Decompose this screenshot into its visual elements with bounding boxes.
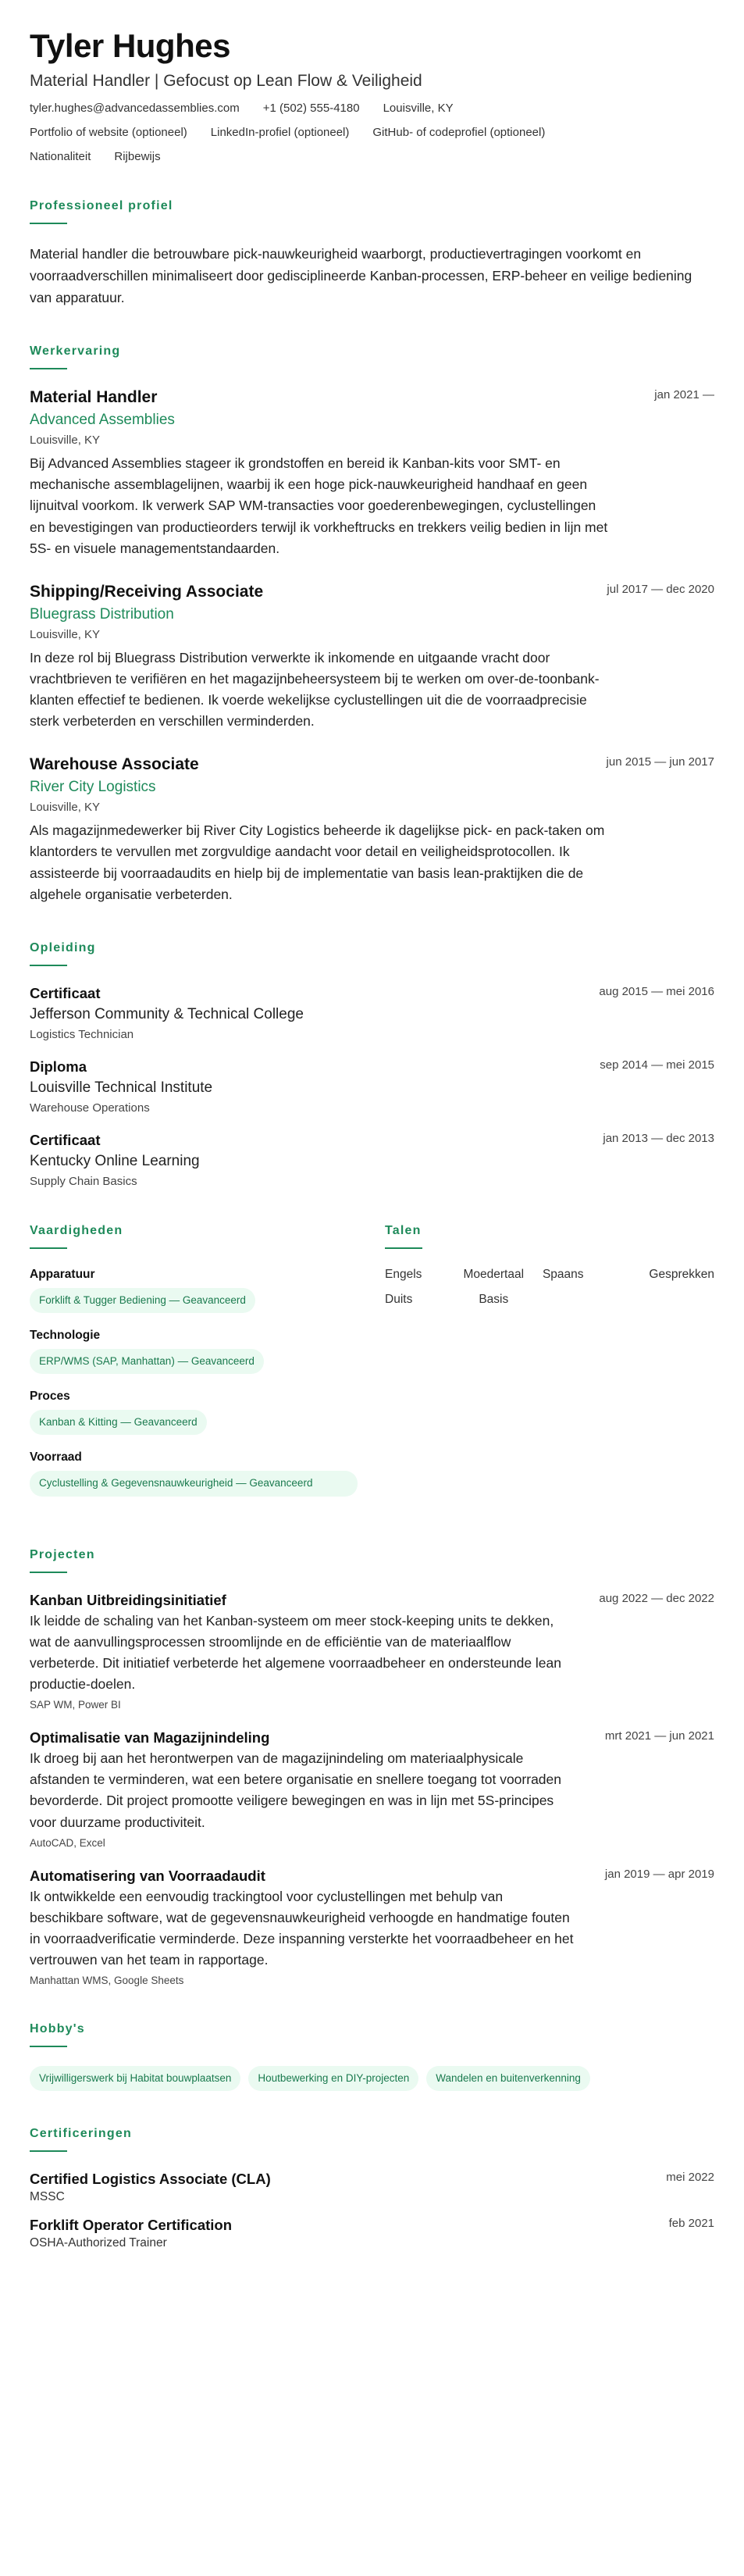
project-dates: mrt 2021 — jun 2021	[604, 1729, 714, 1743]
section-divider	[30, 223, 67, 224]
education-entry	[30, 1132, 714, 1188]
project-title: Optimalisatie van Magazijnindeling	[30, 1729, 270, 1746]
education-degree: Diploma	[30, 1058, 87, 1075]
language-name: Spaans	[542, 1267, 584, 1281]
section-divider	[385, 1247, 422, 1249]
nationality-label: Nationaliteit	[30, 150, 91, 164]
section-divider	[30, 1247, 67, 1249]
education-field: Warehouse Operations	[30, 1101, 150, 1115]
job-title: Material Handler	[30, 388, 158, 407]
github-link[interactable]: GitHub- of codeprofiel (optioneel)	[372, 126, 546, 140]
hobby-chip: Houtbewerking en DIY-projecten	[248, 2066, 418, 2091]
hobby-chip: Vrijwilligerswerk bij Habitat bouwplaatsen	[30, 2066, 240, 2091]
profile-summary: Material handler die betrouwbare pick-nauwkeurigheid waarborgt, productievertragingen voorkomt en voorraadverschillen minimaliseert door gedisciplineerde Kanban-processen, ERP-beheer en veilige bediening van apparatuur.	[30, 246, 692, 306]
hobby-chip: Wandelen en buitenverkenning	[426, 2066, 590, 2091]
skill-chip: ERP/WMS (SAP, Manhattan) — Geavanceerd	[30, 1349, 264, 1374]
job-entry	[30, 388, 714, 559]
skill-chip: Kanban & Kitting — Geavanceerd	[30, 1410, 207, 1435]
job-title: Warehouse Associate	[30, 755, 199, 774]
skill-category: Apparatuur	[30, 1267, 95, 1281]
job-location: Louisville, KY	[30, 627, 101, 641]
job-company: Bluegrass Distribution	[30, 605, 174, 623]
location: Louisville, KY	[383, 102, 454, 116]
section-divider	[30, 2150, 67, 2152]
skill-category: Voorraad	[30, 1450, 82, 1465]
education-school: Jefferson Community & Technical College	[30, 1005, 304, 1022]
project-description: Ik droeg bij aan het herontwerpen van de magazijnindeling om materiaalphysicale afstanden te verminderen, wat een betere organisatie en snellere toegang tot voorraden bevorderde. Dit project promootte veiligere bewegingen en was in lijn met 5S-principes voor duurzame productiviteit.	[30, 1750, 562, 1830]
skill-group	[30, 1390, 354, 1435]
contact-info	[30, 102, 714, 115]
job-description: Bij Advanced Assemblies stageer ik grondstoffen en bereid ik Kanban-kits voor SMT- en mechanische assemblagelijnen, waarbij ik een hoge pick-nauwkeurigheid handhaaf en geen lijnuitval voorkom. Ik verwerk SAP WM-transacties voor goederenbewegingen, cyclustellingen en bevestigingen van productieorders terwijl ik vorkheftrucks en trekkers veilig bedien in lijn met 5S- en visuele managementstandaarden.	[30, 455, 608, 556]
job-dates: jun 2015 — jun 2017	[606, 755, 714, 769]
certification-entry	[30, 2171, 714, 2204]
language-row	[385, 1293, 714, 1318]
project-entry	[30, 1592, 714, 1711]
certification-name: Forklift Operator Certification	[30, 2217, 233, 2234]
education-entry	[30, 1058, 714, 1115]
project-dates: aug 2022 — dec 2022	[599, 1591, 714, 1605]
project-entry	[30, 1868, 714, 1987]
skills-section	[30, 1224, 354, 1512]
certifications-section	[30, 2127, 714, 2250]
section-title: Opleiding	[30, 940, 96, 954]
phone-number: +1 (502) 555-4180	[262, 102, 360, 116]
license-label: Rijbewijs	[114, 150, 161, 164]
personal-meta	[30, 150, 714, 163]
language-row	[385, 1268, 714, 1293]
language-level: Moedertaal	[463, 1267, 525, 1281]
portfolio-link[interactable]: Portfolio of website (optioneel)	[30, 126, 187, 140]
profile-section	[30, 199, 714, 309]
project-description: Ik leidde de schaling van het Kanban-systeem om meer stock-keeping units te dekken, wat de aanvullingsprocessen stroomlijnde en de efficiëntie van de materiaalflow verbeterde. Dit initiatief verbeterde het algemene voorraadbeheer en ondersteunde lean productie-doelen.	[30, 1612, 562, 1693]
section-title: Projecten	[30, 1547, 95, 1561]
hobby-list	[30, 2066, 714, 2091]
project-tools: SAP WM, Power BI	[30, 1699, 121, 1711]
project-tools: Manhattan WMS, Google Sheets	[30, 1975, 184, 1987]
section-title: Werkervaring	[30, 344, 121, 359]
education-entry	[30, 985, 714, 1041]
skill-group	[30, 1329, 354, 1374]
education-degree: Certificaat	[30, 1131, 101, 1148]
skill-group	[30, 1450, 354, 1496]
hobbies-section	[30, 2022, 714, 2091]
skill-category: Technologie	[30, 1329, 101, 1343]
project-dates: jan 2019 — apr 2019	[604, 1867, 714, 1881]
skill-category: Proces	[30, 1390, 70, 1404]
section-divider	[30, 1572, 67, 1573]
language-name: Engels	[385, 1267, 422, 1281]
education-field: Supply Chain Basics	[30, 1174, 137, 1188]
project-tools: AutoCAD, Excel	[30, 1836, 105, 1849]
language-level: Gesprekken	[649, 1267, 714, 1281]
education-section	[30, 941, 714, 1188]
project-title: Automatisering van Voorraadaudit	[30, 1867, 265, 1884]
skill-chip: Forklift & Tugger Bediening — Geavanceerd	[30, 1288, 255, 1313]
certification-date: feb 2021	[668, 2217, 714, 2231]
certification-issuer: OSHA-Authorized Trainer	[30, 2236, 167, 2250]
project-entry	[30, 1729, 714, 1849]
candidate-headline: Material Handler | Gefocust op Lean Flow & Veiligheid	[30, 72, 422, 91]
linkedin-link[interactable]: LinkedIn-profiel (optioneel)	[210, 126, 350, 140]
job-description: In deze rol bij Bluegrass Distribution verwerkte ik inkomende en uitgaande vracht door vrachtbrieven te verifiëren en het magazijnbeheersysteem bij te werken om over-de-toonbank-klanten effectief te bedienen. Ik voerde wekelijkse cyclustellingen uit die de voorraadprecisie sterk verbeterden en verschillen verminderden.	[30, 649, 600, 730]
education-school: Louisville Technical Institute	[30, 1079, 213, 1096]
experience-section	[30, 344, 714, 905]
project-title: Kanban Uitbreidingsinitiatief	[30, 1591, 226, 1608]
section-title: Certificeringen	[30, 2127, 132, 2141]
education-dates: sep 2014 — mei 2015	[600, 1058, 714, 1072]
language-name: Duits	[385, 1292, 413, 1306]
section-divider	[30, 368, 67, 369]
job-location: Louisville, KY	[30, 433, 101, 448]
projects-section	[30, 1548, 714, 1987]
section-divider	[30, 2046, 67, 2047]
skill-chip: Cyclustelling & Gegevensnauwkeurigheid — Geavanceerd	[30, 1471, 358, 1496]
resume-header	[30, 28, 714, 163]
job-title: Shipping/Receiving Associate	[30, 582, 264, 601]
education-dates: aug 2015 — mei 2016	[599, 984, 714, 998]
skill-group	[30, 1268, 354, 1313]
candidate-name: Tyler Hughes	[30, 27, 230, 64]
education-degree: Certificaat	[30, 984, 101, 1001]
certification-issuer: MSSC	[30, 2190, 65, 2204]
section-title: Hobby's	[30, 2022, 85, 2036]
section-title: Talen	[385, 1223, 422, 1237]
job-company: River City Logistics	[30, 779, 156, 796]
certification-date: mei 2022	[666, 2171, 714, 2185]
section-title: Professioneel profiel	[30, 199, 173, 213]
job-company: Advanced Assemblies	[30, 412, 175, 429]
certification-entry	[30, 2217, 714, 2250]
skills-languages-row	[30, 1224, 714, 1512]
job-dates: jan 2021 —	[654, 388, 714, 402]
email-link[interactable]: tyler.hughes@advancedassemblies.com	[30, 102, 240, 116]
job-location: Louisville, KY	[30, 801, 101, 815]
education-school: Kentucky Online Learning	[30, 1152, 200, 1169]
language-level: Basis	[479, 1292, 509, 1306]
job-entry	[30, 583, 714, 733]
project-description: Ik ontwikkelde een eenvoudig trackingtool voor cyclustellingen met behulp van beschikbare software, wat de gegevensnauwkeurigheid verhoogde en handmatige fouten in voorraadverificatie verminderde. Deze inspanning versterkte het voorraadbeheer en het vertrouwen van het team in rapportage.	[30, 1888, 574, 1968]
job-entry	[30, 755, 714, 905]
section-title: Vaardigheden	[30, 1223, 123, 1237]
profile-links	[30, 126, 714, 139]
job-description: Als magazijnmedewerker bij River City Logistics beheerde ik dagelijkse pick- en pack-taken om klantorders te vervullen met zorgvuldige aandacht voor detail en veiligheidsprotocollen. Ik assisteerde bij voorraadaudits en hielp bij de implementatie van basis lean-praktijken die de algehele organisatie verbeterden.	[30, 822, 605, 902]
languages-section	[385, 1224, 714, 1512]
education-field: Logistics Technician	[30, 1027, 134, 1041]
languages-table	[385, 1268, 714, 1318]
education-dates: jan 2013 — dec 2013	[603, 1131, 714, 1145]
job-dates: jul 2017 — dec 2020	[607, 582, 714, 596]
certification-name: Certified Logistics Associate (CLA)	[30, 2171, 271, 2188]
section-divider	[30, 965, 67, 966]
